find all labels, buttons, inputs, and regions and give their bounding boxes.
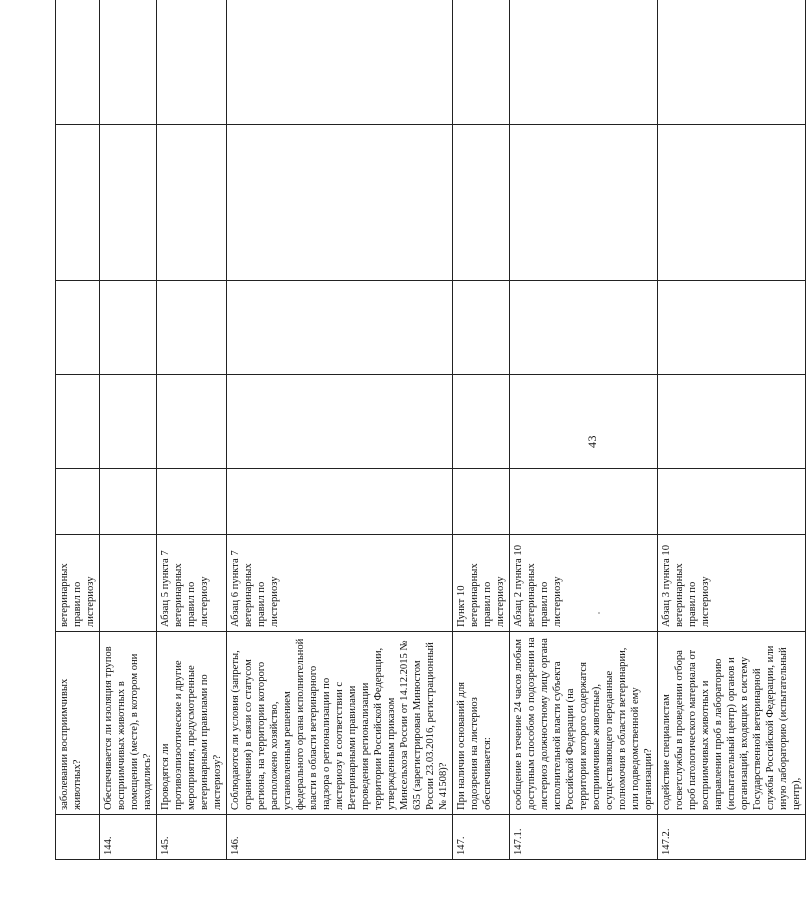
answer-cell (100, 281, 157, 375)
table-row (227, 0, 453, 860)
table-row (100, 0, 157, 860)
answer-cell (658, 281, 806, 375)
row-number: 145. (157, 815, 227, 860)
requirement-question: Проводятся ли противоэпизоотические и другие мероприятия, предусмотренные ветеринарными правилами по листериозу? (157, 632, 227, 815)
answer-cell (453, 281, 510, 375)
requirement-question: заболевании восприимчивых животных? (56, 632, 100, 815)
answer-cell (658, 0, 806, 125)
regulation-reference: Абзац 2 пункта 10 ветеринарных правил по листериозу (510, 535, 658, 632)
answer-cell (157, 0, 227, 125)
row-number: 146. (227, 815, 453, 860)
answer-cell (227, 0, 453, 125)
row-number (56, 815, 100, 860)
answer-cell (100, 125, 157, 281)
answer-cell (56, 125, 100, 281)
answer-cell (157, 281, 227, 375)
table-row (658, 0, 806, 860)
answer-cell (157, 469, 227, 535)
table-row (56, 0, 100, 860)
answer-cell (453, 469, 510, 535)
requirement-question: Соблюдаются ли условия (запреты, ограничения) в связи со статусом региона, на территории которого расположено хозяйство, установленным решением федерального органа исполнительной власти в области ветеринарного надзора о регионализации по листериозу в соответствии с Ветеринарными правилами проведения регионализации территории Российской Федерации, утвержденным приказом Минсельхоза России от 14.12.2015 № 635 (зарегистрирован Минюстом России 23.03.2016, регистрационный № 41508)? (227, 632, 453, 815)
answer-cell (100, 469, 157, 535)
answer-cell (227, 281, 453, 375)
regulation-reference: Абзац 3 пункта 10 ветеринарных правил по листериозу (658, 535, 806, 632)
answer-cell (100, 0, 157, 125)
row-number: 144. (100, 815, 157, 860)
answer-cell (157, 375, 227, 469)
table-row (510, 0, 658, 860)
answer-cell (56, 281, 100, 375)
table-row (453, 0, 510, 860)
answer-cell (56, 0, 100, 125)
answer-cell (510, 375, 658, 469)
answer-cell (658, 125, 806, 281)
regulation-reference: Пункт 10 ветеринарных правил по листериозу (453, 535, 510, 632)
answer-cell (510, 469, 658, 535)
answer-cell (157, 125, 227, 281)
answer-cell (658, 469, 806, 535)
answer-cell (56, 375, 100, 469)
regulation-reference: Абзац 6 пункта 7 ветеринарных правил по листериозу (227, 535, 453, 632)
answer-cell (510, 125, 658, 281)
regulation-reference (100, 535, 157, 632)
answer-cell (227, 469, 453, 535)
scan-artifact (598, 612, 600, 614)
requirement-question: При наличии оснований для подозрения на листериоз обеспечивается: (453, 632, 510, 815)
regulation-reference: ветеринарных правил по листериозу (56, 535, 100, 632)
answer-cell (227, 125, 453, 281)
row-number: 147. (453, 815, 510, 860)
answer-cell (100, 375, 157, 469)
answer-cell (510, 281, 658, 375)
page-number: 43 (585, 435, 599, 448)
answer-cell (658, 375, 806, 469)
row-number: 147.1. (510, 815, 658, 860)
requirement-question: сообщение в течение 24 часов любым доступным способом о подозрении на листериоз должностному лицу органа исполнительной власти субъекта Российской Федерации (на территории которого содержатся восприимчивые животные), осуществляющего переданные полномочия в области ветеринарии, или подведомственной ему организации? (510, 632, 658, 815)
answer-cell (56, 469, 100, 535)
answer-cell (453, 125, 510, 281)
table-row (157, 0, 227, 860)
answer-cell (510, 0, 658, 125)
requirement-question: содействие специалистам госветслужбы в проведении отбора проб патологического материала от восприимчивых животных и направлении проб в лабораторию (испытательный центр) органов и организаций, входящих в систему Государственной ветеринарной службы Российской Федерации, или иную лабораторию (испытательный центр), (658, 632, 806, 815)
checklist-table (55, 0, 806, 860)
answer-cell (453, 375, 510, 469)
requirement-question: Обеспечивается ли изоляция трупов восприимчивых животных в помещении (месте), в котором они находились? (100, 632, 157, 815)
row-number: 147.2. (658, 815, 806, 860)
answer-cell (227, 375, 453, 469)
regulation-reference: Абзац 5 пункта 7 ветеринарных правил по листериозу (157, 535, 227, 632)
answer-cell (453, 0, 510, 125)
